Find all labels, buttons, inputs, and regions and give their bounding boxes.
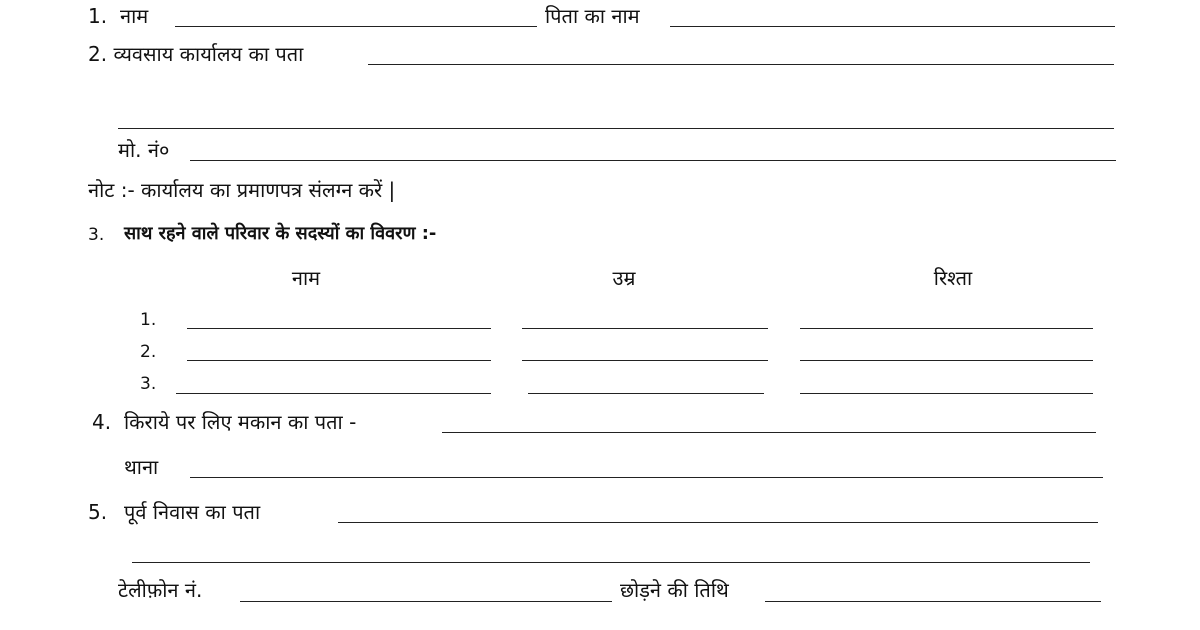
member-3-name-field[interactable] bbox=[176, 393, 491, 394]
q2-office-address-label: 2. व्यवसाय कार्यालय का पता bbox=[88, 42, 304, 66]
row-number-2: 2. bbox=[140, 342, 157, 362]
q1-name-label: नाम bbox=[120, 4, 149, 28]
office-address-field-2[interactable] bbox=[118, 128, 1114, 129]
col-header-relation: रिश्ता bbox=[933, 266, 973, 290]
member-2-name-field[interactable] bbox=[187, 360, 491, 361]
office-address-field-1[interactable] bbox=[368, 64, 1114, 65]
mobile-label: मो. नं० bbox=[118, 138, 170, 162]
q5-number: 5. bbox=[88, 500, 108, 524]
note-text: नोट :- कार्यालय का प्रमाणपत्र संलग्न करें | bbox=[88, 178, 396, 202]
col-header-name: नाम bbox=[291, 266, 321, 290]
member-2-age-field[interactable] bbox=[522, 360, 768, 361]
q1-number: 1. bbox=[88, 4, 108, 28]
q3-family-members-label: साथ रहने वाले परिवार के सदस्यों का विवरण :- bbox=[124, 223, 437, 244]
q5-previous-address-label: पूर्व निवास का पता bbox=[124, 500, 261, 524]
previous-address-field-2[interactable] bbox=[132, 562, 1090, 563]
q1-father-name-label: पिता का नाम bbox=[545, 4, 640, 28]
member-3-relation-field[interactable] bbox=[800, 393, 1093, 394]
police-station-field[interactable] bbox=[190, 477, 1103, 478]
rented-address-field[interactable] bbox=[442, 432, 1096, 433]
row-number-3: 3. bbox=[140, 374, 157, 394]
police-station-label: थाना bbox=[124, 455, 159, 479]
telephone-label: टेलीफ़ोन नं. bbox=[118, 578, 203, 602]
q4-number: 4. bbox=[92, 410, 112, 434]
row-number-1: 1. bbox=[140, 310, 157, 330]
leave-date-label: छोड़ने की तिथि bbox=[620, 578, 729, 602]
telephone-field[interactable] bbox=[240, 601, 612, 602]
member-1-relation-field[interactable] bbox=[800, 328, 1093, 329]
q4-rented-address-label: किराये पर लिए मकान का पता - bbox=[124, 410, 357, 434]
col-header-age: उम्र bbox=[612, 266, 636, 290]
member-3-age-field[interactable] bbox=[528, 393, 764, 394]
member-1-age-field[interactable] bbox=[522, 328, 768, 329]
member-2-relation-field[interactable] bbox=[800, 360, 1093, 361]
member-1-name-field[interactable] bbox=[187, 328, 491, 329]
q3-number: 3. bbox=[88, 225, 105, 245]
name-field[interactable] bbox=[175, 26, 537, 27]
mobile-field[interactable] bbox=[190, 160, 1116, 161]
previous-address-field-1[interactable] bbox=[338, 522, 1098, 523]
father-name-field[interactable] bbox=[670, 26, 1115, 27]
leave-date-field[interactable] bbox=[765, 601, 1101, 602]
